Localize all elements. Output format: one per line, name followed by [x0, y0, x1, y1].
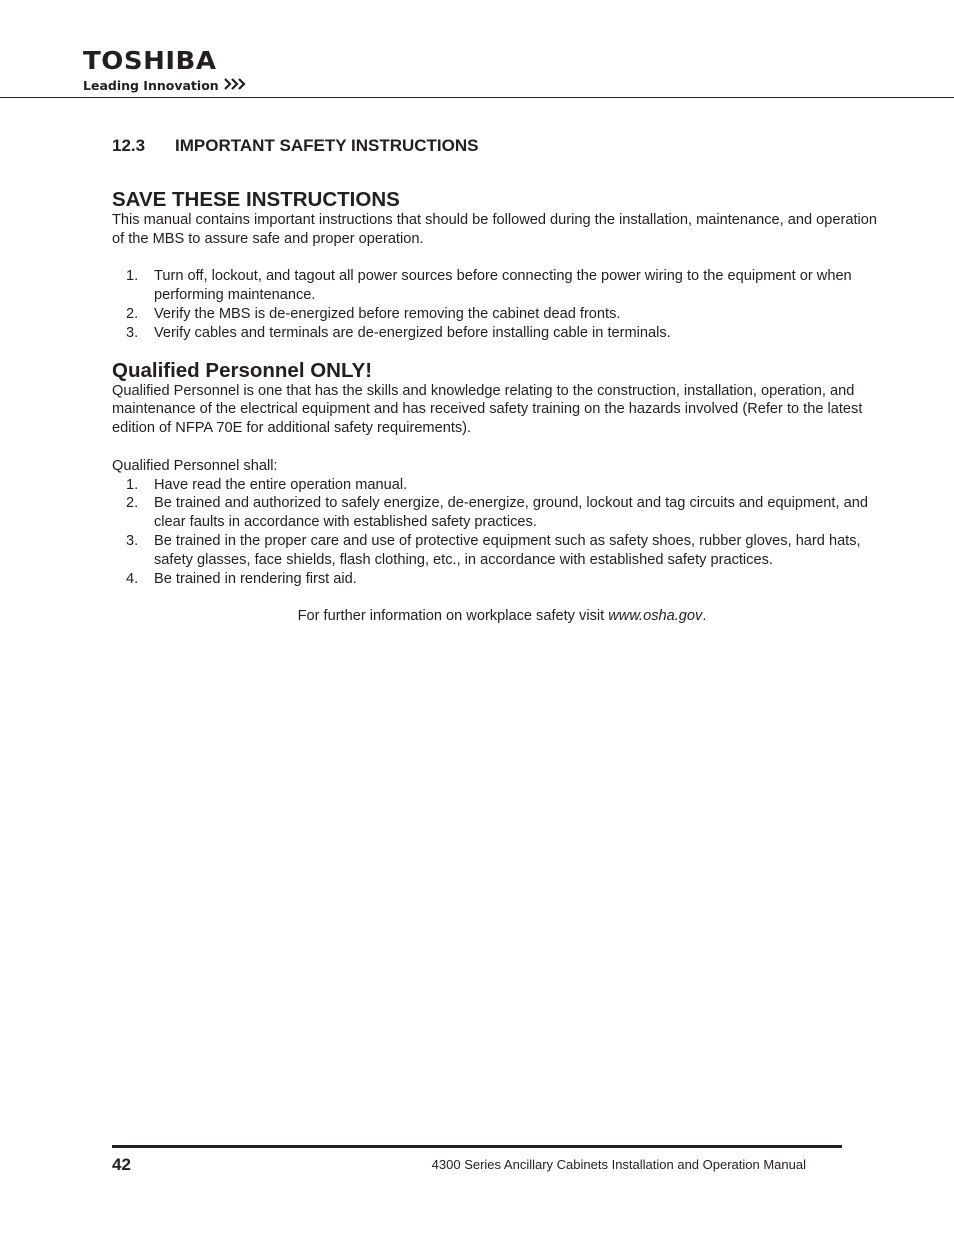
safety-footnote: For further information on workplace safety visit www.osha.gov.	[297, 608, 707, 625]
section-title: IMPORTANT SAFETY INSTRUCTIONS	[175, 136, 479, 155]
footer-rule	[112, 1145, 842, 1148]
page-number: 42	[112, 1155, 131, 1174]
list-item: 3. Be trained in the proper care and use of protective equipment such as safety shoes, rubber gloves, hard hats, safety glasses, face shields, flash clothing, etc., in accordance with established safety practices.	[126, 532, 861, 568]
list-item: 1. Have read the entire operation manual.	[126, 476, 408, 493]
tagline-text: Leading Innovation	[83, 78, 219, 93]
list-item: 4. Be trained in rendering first aid.	[126, 570, 357, 587]
section-number: 12.3	[112, 136, 146, 155]
save-instructions-list	[112, 267, 892, 342]
list-item: 2. Verify the MBS is de-energized before removing the cabinet dead fronts.	[126, 305, 621, 322]
osha-link: www.osha.gov	[608, 608, 703, 625]
page-content	[112, 135, 892, 626]
list-item: 2. Be trained and authorized to safely energize, de-energize, ground, lockout and tag circuits and equipment, and clear faults in accordance with established safety practices.	[126, 495, 868, 531]
toshiba-logo: TOSHIBA	[83, 47, 217, 76]
header-rule	[0, 97, 954, 98]
list-item: 1. Turn off, lockout, and tagout all power sources before connecting the power wiring to the equipment or when performing maintenance.	[126, 268, 852, 304]
qualified-shall-label: Qualified Personnel shall:	[112, 457, 278, 474]
qualified-personnel-heading: Qualified Personnel ONLY!	[112, 358, 373, 382]
qualified-intro-paragraph: Qualified Personnel is one that has the skills and knowledge relating to the construction, installation, operation, and maintenance of the electrical equipment and has received safety training on the hazards involved (Refer to the latest edition of NFPA 70E for additional safety requirements).	[112, 382, 863, 437]
save-intro-paragraph: This manual contains important instructions that should be followed during the installation, maintenance, and operation of the MBS to assure safe and proper operation.	[112, 212, 878, 247]
save-instructions-heading: SAVE THESE INSTRUCTIONS	[112, 188, 400, 211]
triple-chevron-right-icon	[224, 78, 248, 93]
section-heading	[112, 135, 892, 157]
qualified-personnel-list	[112, 476, 892, 589]
page-header	[0, 0, 954, 98]
manual-title: 4300 Series Ancillary Cabinets Installation and Operation Manual	[431, 1157, 806, 1172]
list-item: 3. Verify cables and terminals are de-energized before installing cable in terminals.	[126, 324, 671, 341]
logo-tagline	[83, 78, 248, 93]
